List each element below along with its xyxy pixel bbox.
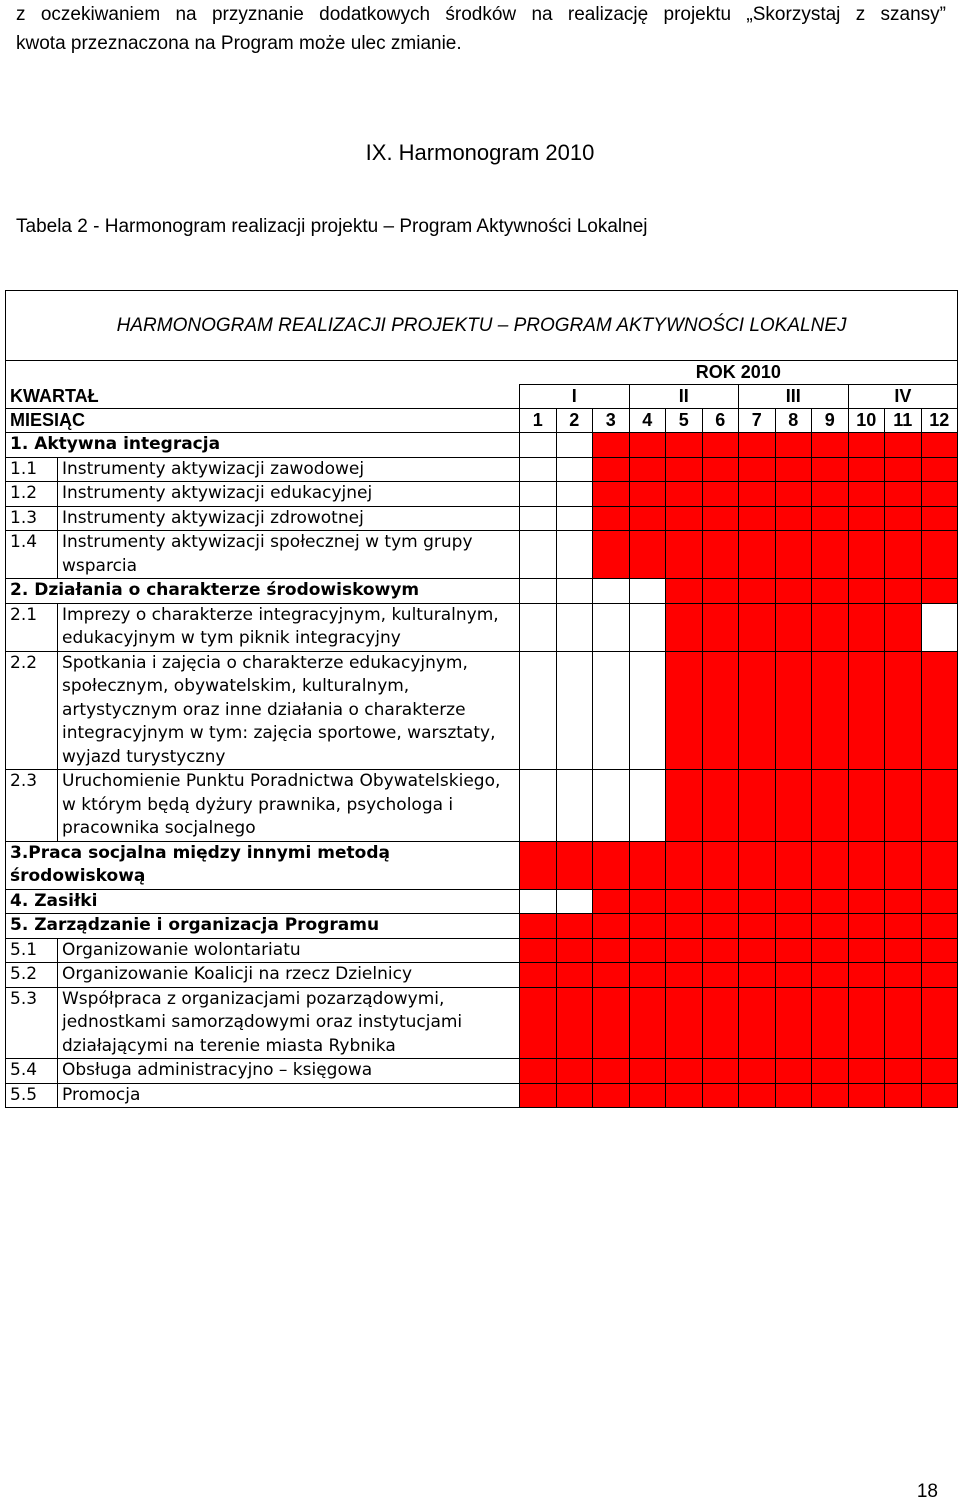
month-cell-active — [739, 531, 776, 579]
month-cell-active — [629, 506, 666, 531]
month-cell-active — [593, 433, 630, 458]
month-cell-active — [702, 531, 739, 579]
month-cell-inactive — [556, 482, 593, 507]
month-cell-active — [885, 482, 922, 507]
month-cell-active — [775, 579, 812, 604]
month-cell-active — [520, 963, 557, 988]
month-cell-inactive — [629, 579, 666, 604]
month-cell-active — [885, 938, 922, 963]
month-cell-active — [520, 1083, 557, 1108]
month-cell-active — [739, 579, 776, 604]
month-cell-active — [812, 651, 849, 770]
month-cell-active — [629, 1083, 666, 1108]
month-cell-inactive — [520, 770, 557, 842]
intro-line-1: z oczekiwaniem na przyznanie dodatkowych środków na realizację projektu „Skorzystaj z szansy” — [16, 4, 946, 25]
month-cell-inactive — [593, 603, 630, 651]
activity-number: 5.5 — [6, 1083, 58, 1108]
month-cell-active — [666, 531, 703, 579]
month-cell-active — [885, 506, 922, 531]
month-cell-active — [593, 938, 630, 963]
activity-label: Imprezy o charakterze integracyjnym, kulturalnym, edukacyjnym w tym piknik integracyjny — [58, 603, 520, 651]
year-label: ROK 2010 — [520, 361, 958, 385]
month-cell-active — [556, 841, 593, 889]
activity-row — [6, 531, 958, 579]
month-cell-active — [885, 914, 922, 939]
activity-number: 5.4 — [6, 1059, 58, 1084]
activity-row — [6, 651, 958, 770]
month-cell-active — [593, 963, 630, 988]
month-cell-active — [885, 889, 922, 914]
section-row — [6, 841, 958, 889]
month-header: 10 — [848, 409, 885, 433]
month-cell-active — [629, 938, 666, 963]
month-cell-active — [593, 914, 630, 939]
month-cell-active — [848, 938, 885, 963]
table-title: HARMONOGRAM REALIZACJI PROJEKTU – PROGRAM AKTYWNOŚCI LOKALNEJ — [6, 291, 958, 361]
month-cell-active — [775, 889, 812, 914]
month-cell-active — [885, 841, 922, 889]
month-cell-active — [629, 841, 666, 889]
month-cell-active — [885, 987, 922, 1059]
month-cell-active — [702, 914, 739, 939]
month-cell-active — [702, 1059, 739, 1084]
month-cell-active — [848, 579, 885, 604]
month-cell-active — [666, 914, 703, 939]
activity-row — [6, 482, 958, 507]
month-cell-active — [848, 841, 885, 889]
month-cell-active — [666, 651, 703, 770]
month-header: 7 — [739, 409, 776, 433]
month-cell-active — [702, 457, 739, 482]
month-cell-inactive — [556, 770, 593, 842]
month-cell-active — [666, 603, 703, 651]
month-cell-active — [812, 603, 849, 651]
month-cell-active — [739, 938, 776, 963]
month-cell-active — [666, 1059, 703, 1084]
month-cell-active — [739, 433, 776, 458]
month-cell-active — [775, 506, 812, 531]
month-cell-inactive — [520, 531, 557, 579]
month-cell-active — [812, 987, 849, 1059]
month-cell-active — [629, 987, 666, 1059]
month-cell-inactive — [556, 433, 593, 458]
month-cell-inactive — [556, 651, 593, 770]
month-cell-active — [739, 1059, 776, 1084]
month-header: 11 — [885, 409, 922, 433]
month-cell-active — [629, 531, 666, 579]
activity-row — [6, 938, 958, 963]
month-cell-active — [848, 914, 885, 939]
month-cell-active — [885, 1059, 922, 1084]
activity-number: 5.1 — [6, 938, 58, 963]
month-cell-active — [702, 433, 739, 458]
month-cell-active — [593, 987, 630, 1059]
month-cell-active — [775, 987, 812, 1059]
month-cell-active — [775, 1059, 812, 1084]
month-cell-active — [848, 506, 885, 531]
month-cell-active — [812, 841, 849, 889]
month-cell-active — [921, 841, 958, 889]
month-cell-active — [812, 1059, 849, 1084]
month-cell-active — [812, 770, 849, 842]
activity-number: 1.3 — [6, 506, 58, 531]
activity-label: Uruchomienie Punktu Poradnictwa Obywatelskiego, w którym będą dyżury prawnika, psychologa i pracownika socjalnego — [58, 770, 520, 842]
month-cell-active — [666, 506, 703, 531]
month-cell-active — [629, 482, 666, 507]
month-cell-active — [812, 914, 849, 939]
quarter-header: IV — [848, 385, 958, 409]
month-cell-active — [702, 987, 739, 1059]
month-cell-active — [739, 603, 776, 651]
month-cell-active — [775, 841, 812, 889]
month-cell-inactive — [556, 889, 593, 914]
month-cell-active — [556, 1059, 593, 1084]
activity-label: Instrumenty aktywizacji edukacyjnej — [58, 482, 520, 507]
month-cell-inactive — [593, 579, 630, 604]
month-cell-active — [666, 938, 703, 963]
month-cell-active — [629, 914, 666, 939]
month-cell-inactive — [629, 603, 666, 651]
month-cell-active — [556, 963, 593, 988]
activity-number: 5.3 — [6, 987, 58, 1059]
month-cell-active — [775, 914, 812, 939]
activity-label: Instrumenty aktywizacji zawodowej — [58, 457, 520, 482]
month-cell-active — [629, 457, 666, 482]
month-cell-active — [848, 1083, 885, 1108]
month-cell-active — [885, 433, 922, 458]
month-cell-active — [520, 987, 557, 1059]
month-cell-active — [775, 963, 812, 988]
activity-label: Spotkania i zajęcia o charakterze edukacyjnym, społecznym, obywatelskim, kulturalnym, artystycznym oraz inne działania o charakterze integracyjnym w tym: zajęcia sportowe, warsztaty, wyjazd turystyczny — [58, 651, 520, 770]
month-cell-active — [629, 889, 666, 914]
month-cell-active — [739, 987, 776, 1059]
month-cell-active — [593, 1083, 630, 1108]
month-cell-inactive — [520, 506, 557, 531]
month-cell-active — [702, 889, 739, 914]
activity-row — [6, 963, 958, 988]
month-cell-active — [848, 651, 885, 770]
activity-number: 2.3 — [6, 770, 58, 842]
month-cell-inactive — [556, 531, 593, 579]
month-cell-active — [775, 770, 812, 842]
month-header: 12 — [921, 409, 958, 433]
month-cell-active — [885, 770, 922, 842]
month-cell-active — [812, 457, 849, 482]
month-cell-active — [812, 506, 849, 531]
month-cell-active — [848, 457, 885, 482]
month-cell-active — [702, 482, 739, 507]
month-cell-active — [921, 963, 958, 988]
month-cell-inactive — [520, 482, 557, 507]
month-cell-active — [593, 1059, 630, 1084]
month-cell-active — [593, 531, 630, 579]
month-cell-active — [702, 963, 739, 988]
month-cell-active — [812, 938, 849, 963]
activity-number: 1.1 — [6, 457, 58, 482]
activity-label: Instrumenty aktywizacji społecznej w tym grupy wsparcia — [58, 531, 520, 579]
month-header: 3 — [593, 409, 630, 433]
activity-number: 1.2 — [6, 482, 58, 507]
activity-label: Instrumenty aktywizacji zdrowotnej — [58, 506, 520, 531]
intro-paragraph — [16, 0, 946, 58]
month-cell-active — [775, 938, 812, 963]
month-cell-active — [739, 506, 776, 531]
month-cell-active — [921, 506, 958, 531]
month-cell-inactive — [520, 457, 557, 482]
month-cell-active — [629, 433, 666, 458]
month-cell-active — [921, 889, 958, 914]
month-cell-active — [921, 987, 958, 1059]
section-row — [6, 889, 958, 914]
month-cell-inactive — [520, 603, 557, 651]
activity-number: 5.2 — [6, 963, 58, 988]
quarter-header: II — [629, 385, 739, 409]
month-cell-active — [848, 1059, 885, 1084]
month-cell-active — [702, 1083, 739, 1108]
table-caption: Tabela 2 - Harmonogram realizacji projektu – Program Aktywności Lokalnej — [16, 216, 648, 237]
month-cell-active — [885, 963, 922, 988]
month-cell-inactive — [556, 457, 593, 482]
month-cell-active — [739, 457, 776, 482]
intro-line-2: kwota przeznaczona na Program może ulec zmianie. — [16, 33, 462, 54]
month-cell-active — [739, 651, 776, 770]
month-cell-active — [775, 651, 812, 770]
month-cell-active — [848, 963, 885, 988]
activity-row — [6, 506, 958, 531]
month-cell-active — [921, 457, 958, 482]
month-label: MIESIĄC — [6, 409, 520, 433]
month-cell-active — [556, 1083, 593, 1108]
month-cell-active — [775, 531, 812, 579]
month-cell-active — [556, 938, 593, 963]
month-cell-active — [921, 770, 958, 842]
month-cell-active — [885, 531, 922, 579]
month-cell-active — [848, 482, 885, 507]
month-cell-active — [593, 457, 630, 482]
section-label: 4. Zasiłki — [6, 889, 520, 914]
month-cell-inactive — [520, 651, 557, 770]
month-cell-active — [739, 841, 776, 889]
section-row — [6, 579, 958, 604]
month-cell-active — [739, 963, 776, 988]
section-label: 5. Zarządzanie i organizacja Programu — [6, 914, 520, 939]
month-cell-active — [848, 433, 885, 458]
month-cell-active — [702, 506, 739, 531]
month-cell-active — [739, 889, 776, 914]
month-cell-active — [666, 579, 703, 604]
month-cell-active — [629, 963, 666, 988]
month-cell-active — [921, 482, 958, 507]
schedule-table — [5, 290, 958, 1108]
month-cell-active — [593, 482, 630, 507]
month-cell-active — [775, 482, 812, 507]
month-cell-active — [556, 914, 593, 939]
activity-number: 2.1 — [6, 603, 58, 651]
month-cell-active — [812, 531, 849, 579]
month-cell-active — [702, 579, 739, 604]
month-cell-active — [520, 841, 557, 889]
month-header: 1 — [520, 409, 557, 433]
month-cell-active — [812, 963, 849, 988]
activity-row — [6, 987, 958, 1059]
month-header: 5 — [666, 409, 703, 433]
month-cell-active — [921, 531, 958, 579]
month-cell-active — [885, 579, 922, 604]
month-cell-active — [702, 938, 739, 963]
month-cell-active — [702, 841, 739, 889]
month-cell-inactive — [520, 433, 557, 458]
month-cell-active — [666, 457, 703, 482]
month-cell-active — [921, 651, 958, 770]
month-cell-active — [629, 1059, 666, 1084]
month-header: 6 — [702, 409, 739, 433]
month-header: 2 — [556, 409, 593, 433]
month-cell-active — [921, 579, 958, 604]
month-cell-active — [885, 457, 922, 482]
month-cell-active — [520, 1059, 557, 1084]
month-cell-active — [520, 914, 557, 939]
month-header: 8 — [775, 409, 812, 433]
month-cell-active — [885, 1083, 922, 1108]
activity-row — [6, 457, 958, 482]
month-cell-inactive — [556, 506, 593, 531]
month-cell-active — [666, 841, 703, 889]
month-cell-active — [921, 433, 958, 458]
quarter-header: III — [739, 385, 849, 409]
activity-row — [6, 603, 958, 651]
month-cell-active — [666, 987, 703, 1059]
month-cell-active — [666, 482, 703, 507]
month-cell-active — [775, 603, 812, 651]
month-cell-active — [775, 1083, 812, 1108]
month-cell-active — [666, 889, 703, 914]
activity-label: Organizowanie wolontariatu — [58, 938, 520, 963]
month-cell-active — [812, 1083, 849, 1108]
month-cell-active — [666, 433, 703, 458]
month-cell-active — [812, 433, 849, 458]
month-cell-active — [775, 457, 812, 482]
activity-row — [6, 1083, 958, 1108]
activity-label: Obsługa administracyjno – księgowa — [58, 1059, 520, 1084]
activity-label: Współpraca z organizacjami pozarządowymi, jednostkami samorządowymi oraz instytucjami działającymi na terenie miasta Rybnika — [58, 987, 520, 1059]
section-label: 3.Praca socjalna między innymi metodą środowiskową — [6, 841, 520, 889]
month-cell-active — [593, 889, 630, 914]
section-label: 2. Działania o charakterze środowiskowym — [6, 579, 520, 604]
month-cell-inactive — [629, 770, 666, 842]
month-cell-active — [921, 1059, 958, 1084]
month-cell-inactive — [520, 889, 557, 914]
month-cell-active — [702, 651, 739, 770]
section-row — [6, 433, 958, 458]
page-number: 18 — [916, 1481, 938, 1502]
section-label: 1. Aktywna integracja — [6, 433, 520, 458]
month-header: 9 — [812, 409, 849, 433]
month-cell-inactive — [629, 651, 666, 770]
month-cell-active — [812, 889, 849, 914]
month-cell-active — [775, 433, 812, 458]
activity-label: Promocja — [58, 1083, 520, 1108]
month-cell-inactive — [520, 579, 557, 604]
month-cell-active — [848, 531, 885, 579]
month-cell-active — [739, 914, 776, 939]
month-header: 4 — [629, 409, 666, 433]
month-cell-active — [739, 482, 776, 507]
month-cell-inactive — [593, 770, 630, 842]
month-cell-active — [520, 938, 557, 963]
month-cell-active — [593, 841, 630, 889]
activity-row — [6, 770, 958, 842]
month-cell-active — [593, 506, 630, 531]
month-cell-active — [848, 770, 885, 842]
month-cell-active — [666, 770, 703, 842]
activity-number: 1.4 — [6, 531, 58, 579]
month-cell-active — [848, 889, 885, 914]
month-cell-active — [921, 914, 958, 939]
activity-number: 2.2 — [6, 651, 58, 770]
quarter-label: KWARTAŁ — [6, 385, 520, 409]
month-cell-active — [812, 482, 849, 507]
month-cell-active — [885, 603, 922, 651]
activity-row — [6, 1059, 958, 1084]
month-cell-active — [702, 603, 739, 651]
month-cell-inactive — [921, 603, 958, 651]
month-cell-active — [921, 938, 958, 963]
month-cell-active — [885, 651, 922, 770]
month-cell-active — [812, 579, 849, 604]
month-cell-active — [848, 603, 885, 651]
activity-label: Organizowanie Koalicji na rzecz Dzielnicy — [58, 963, 520, 988]
month-cell-active — [702, 770, 739, 842]
month-cell-inactive — [556, 579, 593, 604]
month-cell-inactive — [593, 651, 630, 770]
month-cell-active — [739, 1083, 776, 1108]
month-cell-active — [666, 1083, 703, 1108]
month-cell-inactive — [556, 603, 593, 651]
quarter-header: I — [520, 385, 630, 409]
month-cell-active — [848, 987, 885, 1059]
month-cell-active — [739, 770, 776, 842]
month-cell-active — [666, 963, 703, 988]
month-cell-active — [921, 1083, 958, 1108]
month-cell-active — [556, 987, 593, 1059]
section-row — [6, 914, 958, 939]
section-heading: IX. Harmonogram 2010 — [365, 140, 595, 165]
